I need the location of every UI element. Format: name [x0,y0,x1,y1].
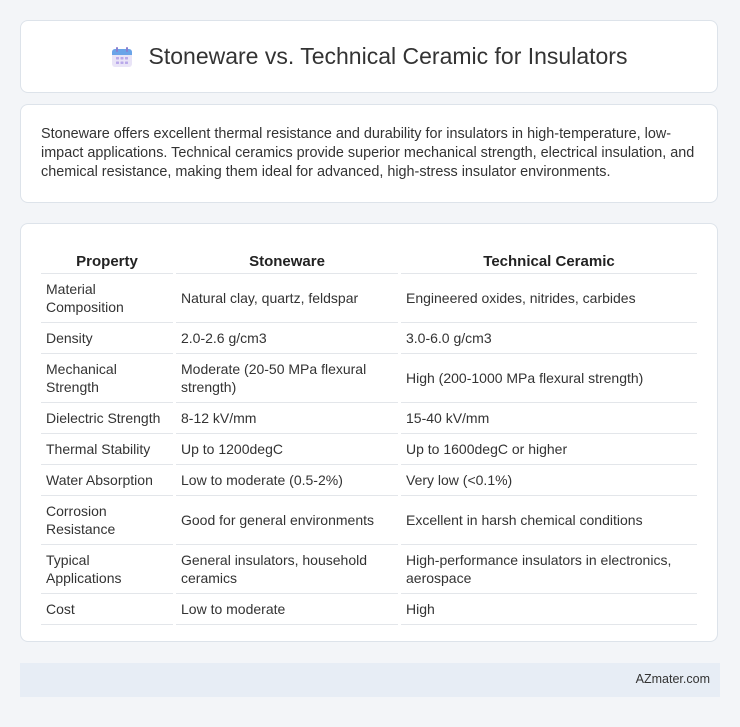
title-card [20,20,718,93]
property-cell: Material Composition [41,274,173,323]
table-row [41,354,697,403]
stoneware-cell: Good for general environments [176,496,398,545]
column-header-property: Property [41,244,173,274]
column-header-stoneware: Stoneware [176,244,398,274]
property-cell: Typical Applications [41,545,173,594]
comparison-table-card [20,223,718,642]
table-row [41,274,697,323]
technical-ceramic-cell: Excellent in harsh chemical conditions [401,496,697,545]
summary-card [20,104,718,203]
comparison-table [38,244,700,625]
technical-ceramic-cell: Engineered oxides, nitrides, carbides [401,274,697,323]
stoneware-cell: Moderate (20-50 MPa flexural strength) [176,354,398,403]
technical-ceramic-cell: 3.0-6.0 g/cm3 [401,323,697,354]
stoneware-cell: Natural clay, quartz, feldspar [176,274,398,323]
table-row [41,545,697,594]
footer-brand: AZmater.com [635,672,710,686]
table-row [41,434,697,465]
footer [20,663,720,697]
table-row [41,323,697,354]
technical-ceramic-cell: High [401,594,697,625]
stoneware-cell: General insulators, household ceramics [176,545,398,594]
stoneware-cell: Low to moderate [176,594,398,625]
page-title: Stoneware vs. Technical Ceramic for Insulators [148,43,628,69]
stoneware-cell: 2.0-2.6 g/cm3 [176,323,398,354]
technical-ceramic-cell: Up to 1600degC or higher [401,434,697,465]
technical-ceramic-cell: High (200-1000 MPa flexural strength) [401,354,697,403]
stoneware-cell: Up to 1200degC [176,434,398,465]
technical-ceramic-cell: High-performance insulators in electronics, aerospace [401,545,697,594]
table-row [41,594,697,625]
summary-text: Stoneware offers excellent thermal resistance and durability for insulators in high-temperature, low-impact applications. Technical ceramics provide superior mechanical strength, electrical insulation, and chemical resistance, making them ideal for advanced, high-stress insulator environments. [41,126,695,180]
table-row [41,465,697,496]
column-header-technical-ceramic: Technical Ceramic [401,244,697,274]
technical-ceramic-cell: Very low (<0.1%) [401,465,697,496]
calendar-icon [111,46,133,68]
table-row [41,496,697,545]
property-cell: Mechanical Strength [41,354,173,403]
table-header-row [41,244,697,274]
property-cell: Cost [41,594,173,625]
property-cell: Thermal Stability [41,434,173,465]
table-row [41,403,697,434]
stoneware-cell: 8-12 kV/mm [176,403,398,434]
property-cell: Corrosion Resistance [41,496,173,545]
property-cell: Dielectric Strength [41,403,173,434]
property-cell: Water Absorption [41,465,173,496]
property-cell: Density [41,323,173,354]
technical-ceramic-cell: 15-40 kV/mm [401,403,697,434]
stoneware-cell: Low to moderate (0.5-2%) [176,465,398,496]
